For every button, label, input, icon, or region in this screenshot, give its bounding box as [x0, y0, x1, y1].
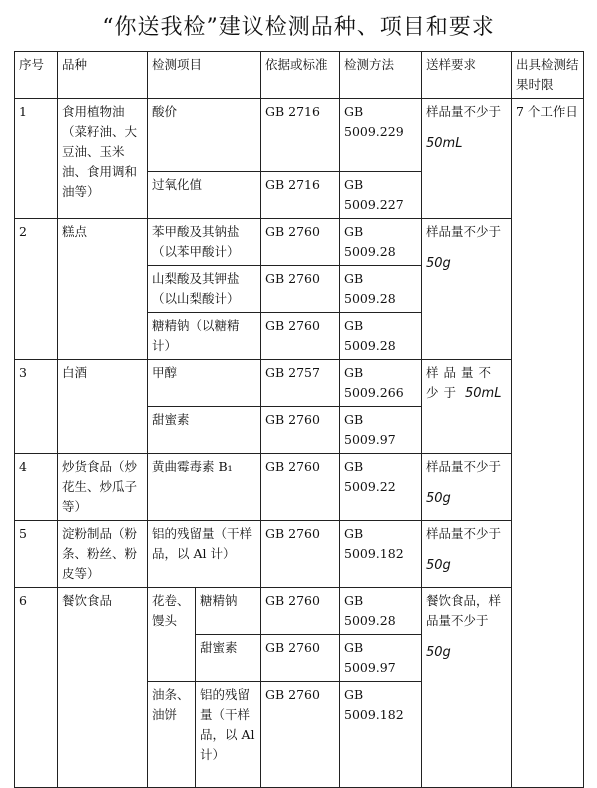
header-variety: 品种	[58, 52, 148, 99]
row-seq: 4	[15, 454, 58, 521]
row-sample	[422, 99, 512, 219]
row-basis: GB 2760	[261, 588, 340, 635]
row-basis: GB 2716	[261, 99, 340, 172]
header-method: 检测方法	[340, 52, 422, 99]
row-item: 糖精钠（以糖精计）	[148, 313, 261, 360]
row-item: 甲醇	[148, 360, 261, 407]
row-item: 山梨酸及其钾盐（以山梨酸计）	[148, 266, 261, 313]
sample-amount-handwritten: 50g	[426, 645, 451, 660]
row-basis: GB 2760	[261, 635, 340, 682]
row-method: GB 5009.28	[340, 313, 422, 360]
row-item: 甜蜜素	[148, 407, 261, 454]
table-row	[15, 99, 584, 172]
row-seq: 3	[15, 360, 58, 454]
table-row	[15, 454, 584, 521]
row-seq: 5	[15, 521, 58, 588]
sample-amount-handwritten: 50g	[426, 491, 451, 506]
row-method: GB 5009.28	[340, 219, 422, 266]
row-method: GB 5009.97	[340, 635, 422, 682]
sample-text: 样品量不少于	[426, 459, 502, 474]
sample-text: 样品量不少于	[426, 224, 502, 239]
header-item: 检测项目	[148, 52, 261, 99]
row-variety: 食用植物油（菜籽油、大豆油、玉米油、食用调和油等）	[58, 99, 148, 219]
row-sample	[422, 521, 512, 588]
row-method: GB 5009.182	[340, 682, 422, 788]
sample-amount-handwritten: 50mL	[465, 386, 502, 401]
row-variety: 糕点	[58, 219, 148, 360]
requirements-table	[14, 51, 584, 788]
header-seq: 序号	[15, 52, 58, 99]
row-variety: 白酒	[58, 360, 148, 454]
row-method: GB 5009.182	[340, 521, 422, 588]
sample-amount-handwritten: 50mL	[426, 136, 463, 151]
row-sample	[422, 219, 512, 360]
row-basis: GB 2716	[261, 172, 340, 219]
row-basis: GB 2760	[261, 313, 340, 360]
row-variety: 餐饮食品	[58, 588, 148, 788]
row-subgroup: 油条、油饼	[148, 682, 196, 788]
header-sample: 送样要求	[422, 52, 512, 99]
row-sample	[422, 360, 512, 454]
table-header-row	[15, 52, 584, 99]
row-item: 苯甲酸及其钠盐（以苯甲酸计）	[148, 219, 261, 266]
sample-text: 样品量不少于	[426, 526, 502, 541]
row-method: GB 5009.28	[340, 588, 422, 635]
row-item: 酸价	[148, 99, 261, 172]
sample-text: 样品量不少于	[426, 365, 497, 400]
row-variety: 炒货食品（炒花生、炒瓜子等）	[58, 454, 148, 521]
row-seq: 1	[15, 99, 58, 219]
row-method: GB 5009.229	[340, 99, 422, 172]
header-basis: 依据或标准	[261, 52, 340, 99]
row-method: GB 5009.227	[340, 172, 422, 219]
sample-amount-handwritten: 50g	[426, 558, 451, 573]
row-item: 甜蜜素	[196, 635, 261, 682]
row-basis: GB 2760	[261, 266, 340, 313]
row-item: 黄曲霉毒素 B₁	[148, 454, 261, 521]
row-method: GB 5009.266	[340, 360, 422, 407]
table-row	[15, 588, 584, 635]
row-item: 铝的残留量（干样品，以 Al 计）	[196, 682, 261, 788]
row-basis: GB 2757	[261, 360, 340, 407]
row-time: 7 个工作日	[512, 99, 584, 788]
table-row	[15, 219, 584, 266]
row-method: GB 5009.22	[340, 454, 422, 521]
sample-text: 餐饮食品，样品量不少于	[426, 593, 502, 628]
row-basis: GB 2760	[261, 521, 340, 588]
row-seq: 2	[15, 219, 58, 360]
header-time: 出具检测结果时限	[512, 52, 584, 99]
row-item: 过氧化值	[148, 172, 261, 219]
row-basis: GB 2760	[261, 682, 340, 788]
row-item: 糖精钠	[196, 588, 261, 635]
row-variety: 淀粉制品（粉条、粉丝、粉皮等）	[58, 521, 148, 588]
row-seq: 6	[15, 588, 58, 788]
row-subgroup: 花卷、馒头	[148, 588, 196, 682]
row-sample	[422, 454, 512, 521]
sample-amount-handwritten: 50g	[426, 256, 451, 271]
row-method: GB 5009.97	[340, 407, 422, 454]
row-basis: GB 2760	[261, 407, 340, 454]
table-row	[15, 521, 584, 588]
row-basis: GB 2760	[261, 454, 340, 521]
row-method: GB 5009.28	[340, 266, 422, 313]
page-title: “你送我检”建议检测品种、项目和要求	[102, 15, 495, 40]
row-sample	[422, 588, 512, 788]
row-item: 铝的残留量（干样品，以 Al 计）	[148, 521, 261, 588]
row-basis: GB 2760	[261, 219, 340, 266]
table-row	[15, 360, 584, 407]
sample-text: 样品量不少于	[426, 104, 502, 119]
